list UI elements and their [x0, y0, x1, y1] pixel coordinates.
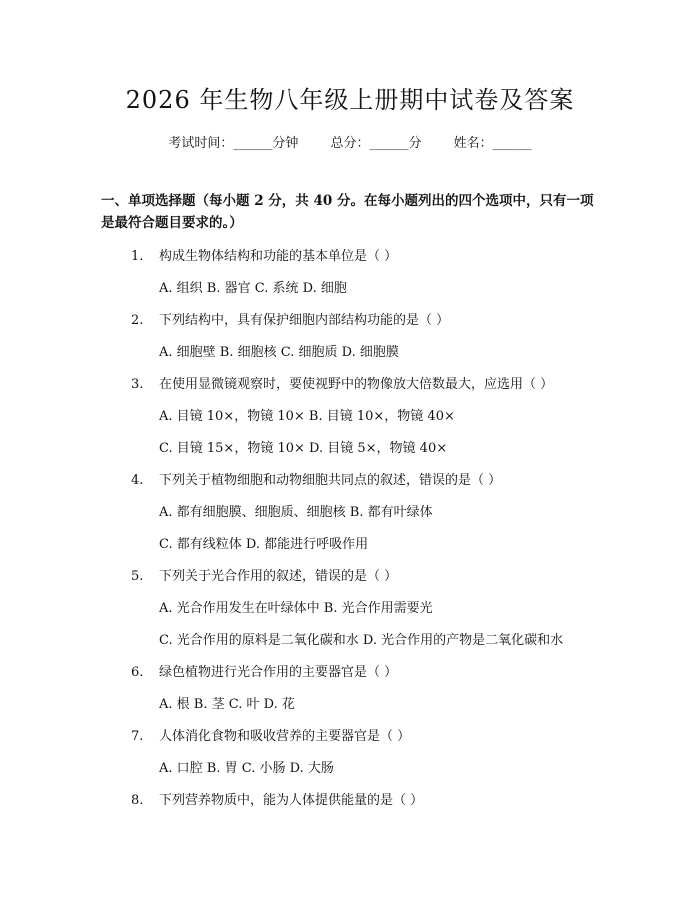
section-heading-line1: 一、单项选择题（每小题 2 分，共 40 分。在每小题列出的四个选项中，只有一项	[101, 193, 594, 209]
question-5-options-line1: A. 光合作用发生在叶绿体中 B. 光合作用需要光	[159, 601, 433, 616]
question-3-options-line2: C. 目镜 15×，物镜 10× D. 目镜 5×，物镜 40×	[159, 441, 448, 456]
question-4-options-line2: C. 都有线粒体 D. 都能进行呼吸作用	[159, 537, 369, 552]
question-3-options-line1: A. 目镜 10×，物镜 10× B. 目镜 10×，物镜 40×	[159, 409, 455, 424]
section-heading	[101, 190, 601, 234]
question-8	[131, 789, 423, 808]
question-text: 下列关于光合作用的叙述，错误的是（ ）	[159, 569, 398, 584]
question-number: 4.	[131, 473, 144, 488]
question-5-options-line2: C. 光合作用的原料是二氧化碳和水 D. 光合作用的产物是二氧化碳和水	[159, 633, 564, 648]
question-number: 3.	[131, 377, 144, 392]
question-4-options-line1: A. 都有细胞膜、细胞质、细胞核 B. 都有叶绿体	[159, 505, 433, 520]
question-number: 5.	[131, 569, 144, 584]
question-text: 下列结构中，具有保护细胞内部结构功能的是（ ）	[159, 313, 450, 328]
question-text: 在使用显微镜观察时，要使视野中的物像放大倍数最大，应选用（ ）	[159, 377, 554, 392]
question-7	[131, 725, 410, 744]
exam-meta	[0, 132, 700, 151]
question-1-options: A. 组织 B. 器官 C. 系统 D. 细胞	[159, 281, 347, 296]
question-text: 绿色植物进行光合作用的主要器官是（ ）	[159, 665, 398, 680]
question-number: 2.	[131, 313, 144, 328]
question-2	[131, 309, 449, 328]
question-text: 构成生物体结构和功能的基本单位是（ ）	[159, 249, 398, 264]
question-number: 1.	[131, 249, 144, 264]
question-7-options: A. 口腔 B. 胃 C. 小肠 D. 大肠	[159, 761, 334, 776]
question-1	[131, 245, 397, 264]
question-6	[131, 661, 397, 680]
exam-title: 2026 年生物八年级上册期中试卷及答案	[125, 86, 575, 114]
student-name-field: 姓名：______	[453, 136, 532, 151]
question-6-options: A. 根 B. 茎 C. 叶 D. 花	[159, 697, 295, 712]
question-text: 下列关于植物细胞和动物细胞共同点的叙述，错误的是（ ）	[159, 473, 502, 488]
question-number: 8.	[131, 793, 144, 808]
exam-time-field: 考试时间：______分钟	[168, 136, 299, 151]
question-4	[131, 469, 501, 488]
question-number: 6.	[131, 665, 144, 680]
question-text: 人体消化食物和吸收营养的主要器官是（ ）	[159, 729, 411, 744]
question-5	[131, 565, 397, 584]
question-text: 下列营养物质中，能为人体提供能量的是（ ）	[159, 793, 424, 808]
total-score-field: 总分：______分	[330, 136, 422, 151]
question-2-options: A. 细胞壁 B. 细胞核 C. 细胞质 D. 细胞膜	[159, 345, 399, 360]
question-number: 7.	[131, 729, 144, 744]
question-3	[131, 373, 553, 392]
section-heading-line2: 是最符合题目要求的。）	[101, 215, 243, 231]
